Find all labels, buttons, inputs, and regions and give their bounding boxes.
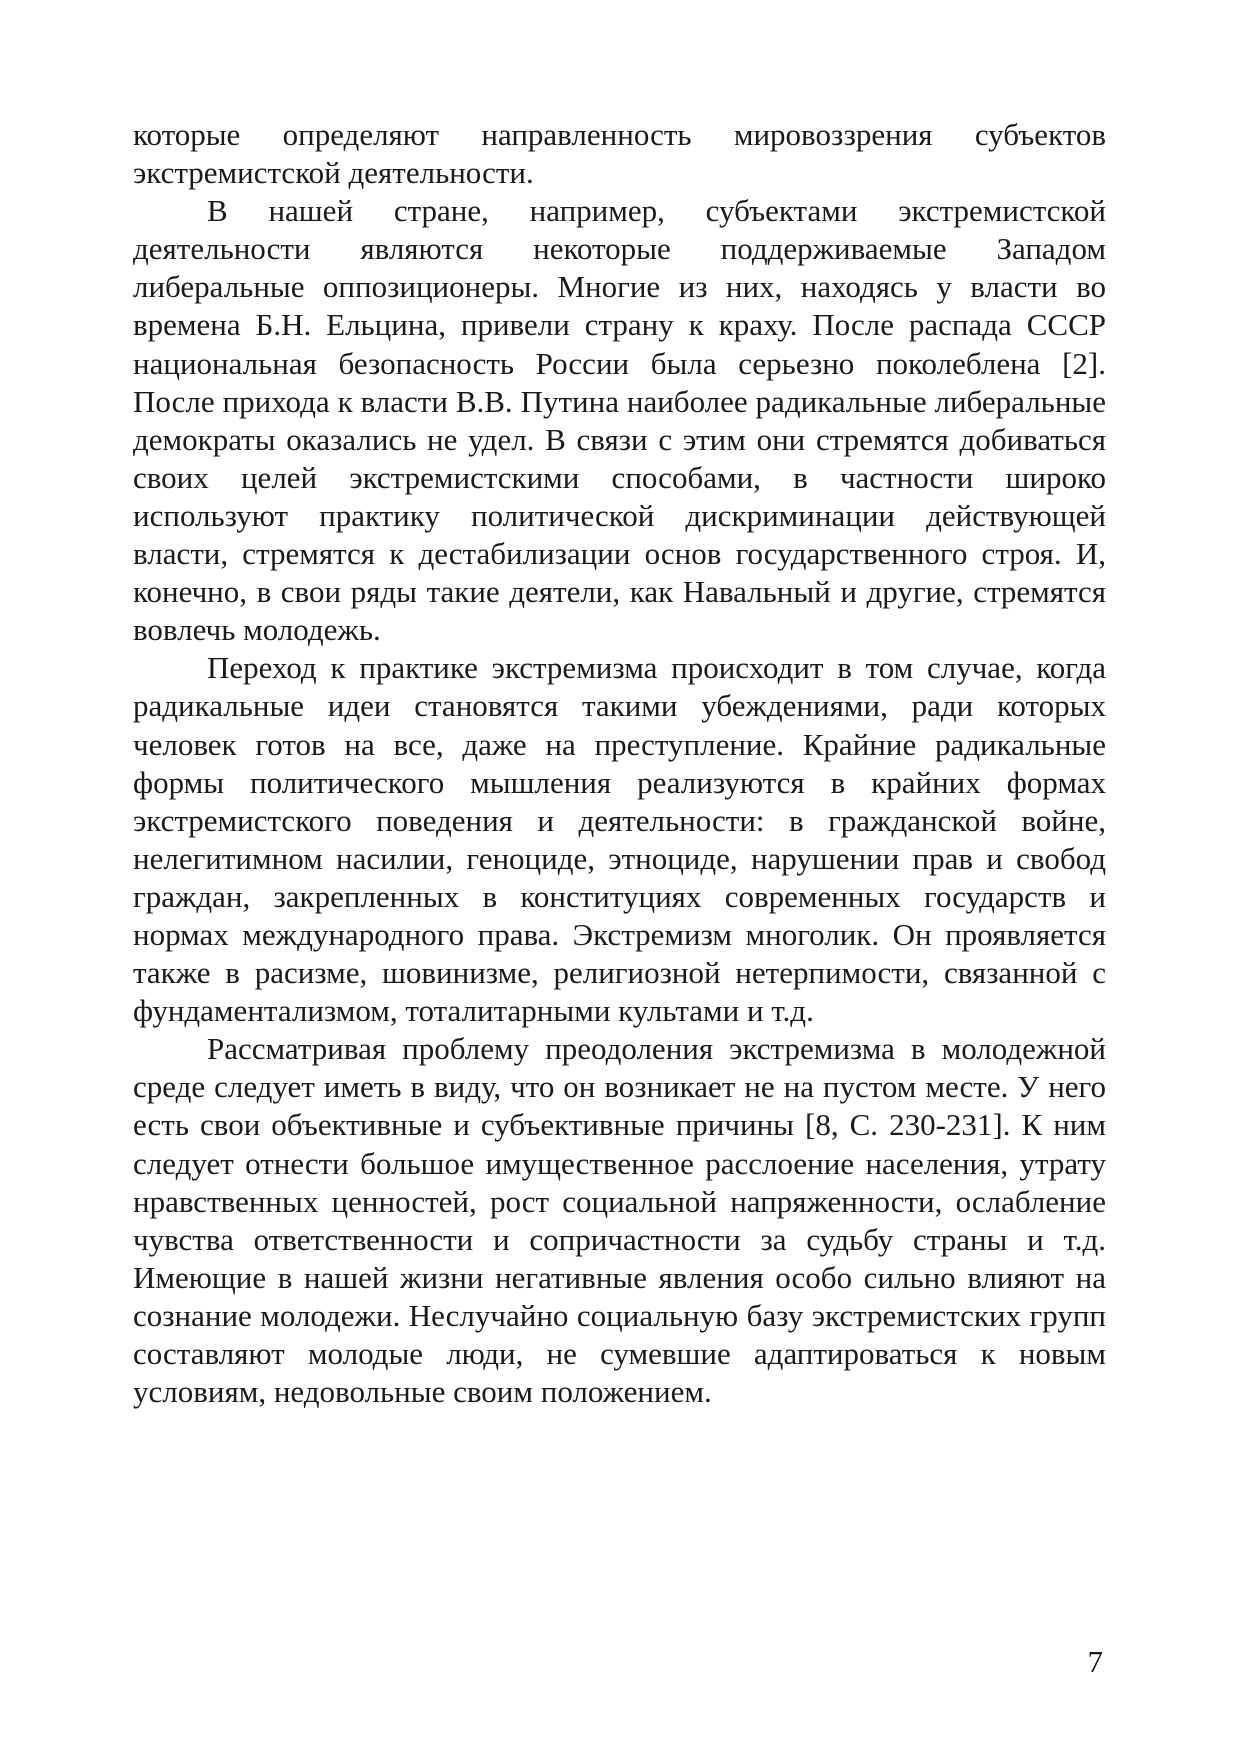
page-body [133,116,1106,1411]
paragraph-3: Переход к практике экстремизма происходит в том случае, когда радикальные идеи становятся такими убеждениями, ради которых человек готов на все, даже на преступление. Крайние радикальные формы политического мышления реализуются в крайних формах экстремистского поведения и деятельности: в гражданской войне, нелегитимном насилии, геноциде, этноциде, нарушении прав и свобод граждан, закрепленных в конституциях современных государств и нормах международного права. Экстремизм многолик. Он проявляется также в расизме, шовинизме, религиозной нетерпимости, связанной с фундаментализмом, тоталитарными культами и т.д. [133,650,1106,1029]
page-number: 7 [1087,1644,1103,1679]
paragraph-2: В нашей стране, например, субъектами экстремистской деятельности являются некоторые поддерживаемые Западом либеральные оппозиционеры. Многие из них, находясь у власти во времена Б.Н. Ельцина, привели страну к краху. После распада СССР национальная безопасность России была серьезно поколеблена [2]. После прихода к власти В.В. Путина наиболее радикальные либеральные демократы оказались не удел. В связи с этим они стремятся добиваться своих целей экстремистскими способами, в частности широко используют практику политической дискриминации действующей власти, стремятся к дестабилизации основ государственного строя. И, конечно, в свои ряды такие деятели, как Навальный и другие, стремятся вовлечь молодежь. [133,193,1106,648]
paragraph-1: которые определяют направленность мировоззрения субъектов экстремистской деятельности. [133,117,1106,191]
paragraph-4: Рассматривая проблему преодоления экстремизма в молодежной среде следует иметь в виду, что он возникает не на пустом месте. У него есть свои объективные и субъективные причины [8, С. 230-231]. К ним следует отнести большое имущественное расслоение населения, утрату нравственных ценностей, рост социальной напряженности, ослабление чувства ответственности и сопричастности за судьбу страны и т.д. Имеющие в нашей жизни негативные явления особо сильно влияют на сознание молодежи. Неслучайно социальную базу экстремистских групп составляют молодые люди, не сумевшие адаптироваться к новым условиям, недовольные своим положением. [133,1031,1106,1410]
